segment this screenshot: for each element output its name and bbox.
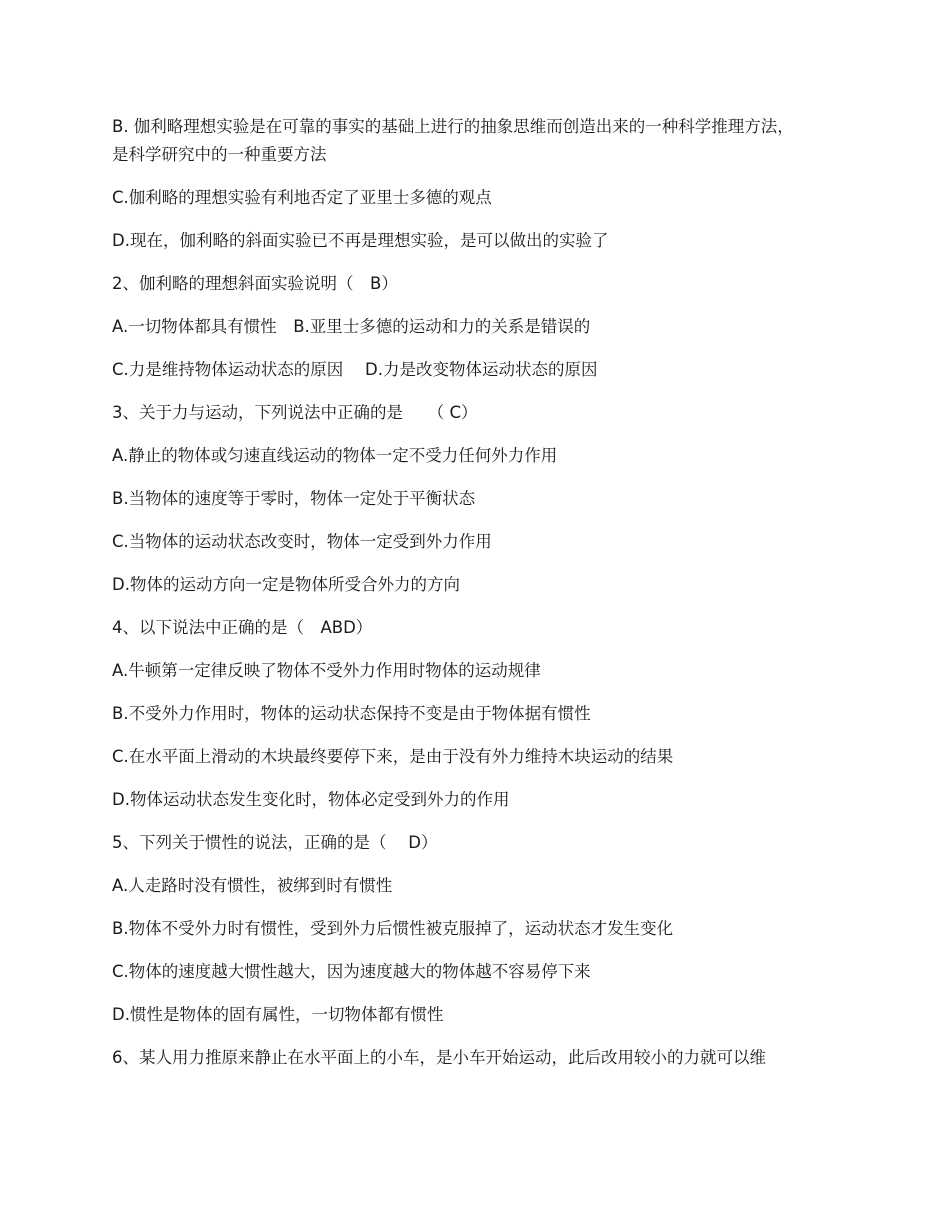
- question-3-option-d: D.物体的运动方向一定是物体所受合外力的方向: [112, 575, 460, 594]
- question-3-option-b: B.当物体的速度等于零时，物体一定处于平衡状态: [112, 489, 476, 508]
- question-4-option-d: D.物体运动状态发生变化时，物体必定受到外力的作用: [112, 790, 510, 809]
- question-6: 6、某人用力推原来静止在水平面上的小车，是小车开始运动，此后改用较小的力就可以维: [112, 1048, 766, 1067]
- option-b-text: B. 伽利略理想实验是在可靠的事实的基础上进行的抽象思维而创造出来的一种科学推理方法，是科学研究中的一种重要方法: [112, 117, 794, 164]
- question-4-option-c: C.在水平面上滑动的木块最终要停下来，是由于没有外力维持木块运动的结果: [112, 747, 674, 766]
- question-2-options-ab: A.一切物体都具有惯性 B.亚里士多德的运动和力的关系是错误的: [112, 317, 591, 336]
- question-5-option-c: C.物体的速度越大惯性越大，因为速度越大的物体越不容易停下来: [112, 962, 591, 981]
- question-4-option-b: B.不受外力作用时，物体的运动状态保持不变是由于物体据有惯性: [112, 704, 591, 723]
- question-4-option-a: A.牛顿第一定律反映了物体不受外力作用时物体的运动规律: [112, 661, 541, 680]
- option-c-text: C.伽利略的理想实验有利地否定了亚里士多德的观点: [112, 188, 492, 207]
- question-3-option-c: C.当物体的运动状态改变时，物体一定受到外力作用: [112, 532, 492, 551]
- question-5-option-d: D.惯性是物体的固有属性，一切物体都有惯性: [112, 1005, 444, 1024]
- question-5-option-b: B.物体不受外力时有惯性，受到外力后惯性被克服掉了，运动状态才发生变化: [112, 919, 674, 938]
- question-4: 4、以下说法中正确的是（ ABD）: [112, 618, 373, 637]
- question-3: 3、关于力与运动，下列说法中正确的是 （ C）: [112, 403, 478, 422]
- option-d-text: D.现在，伽利略的斜面实验已不再是理想实验，是可以做出的实验了: [112, 231, 609, 250]
- question-5-option-a: A.人走路时没有惯性，被绑到时有惯性: [112, 876, 393, 895]
- question-2: 2、伽利略的理想斜面实验说明（ B）: [112, 274, 398, 293]
- question-2-options-cd: C.力是维持物体运动状态的原因 D.力是改变物体运动状态的原因: [112, 360, 598, 379]
- document-body: [112, 113, 802, 1072]
- question-5: 5、下列关于惯性的说法，正确的是（ D）: [112, 833, 438, 852]
- question-3-option-a: A.静止的物体或匀速直线运动的物体一定不受力任何外力作用: [112, 446, 558, 465]
